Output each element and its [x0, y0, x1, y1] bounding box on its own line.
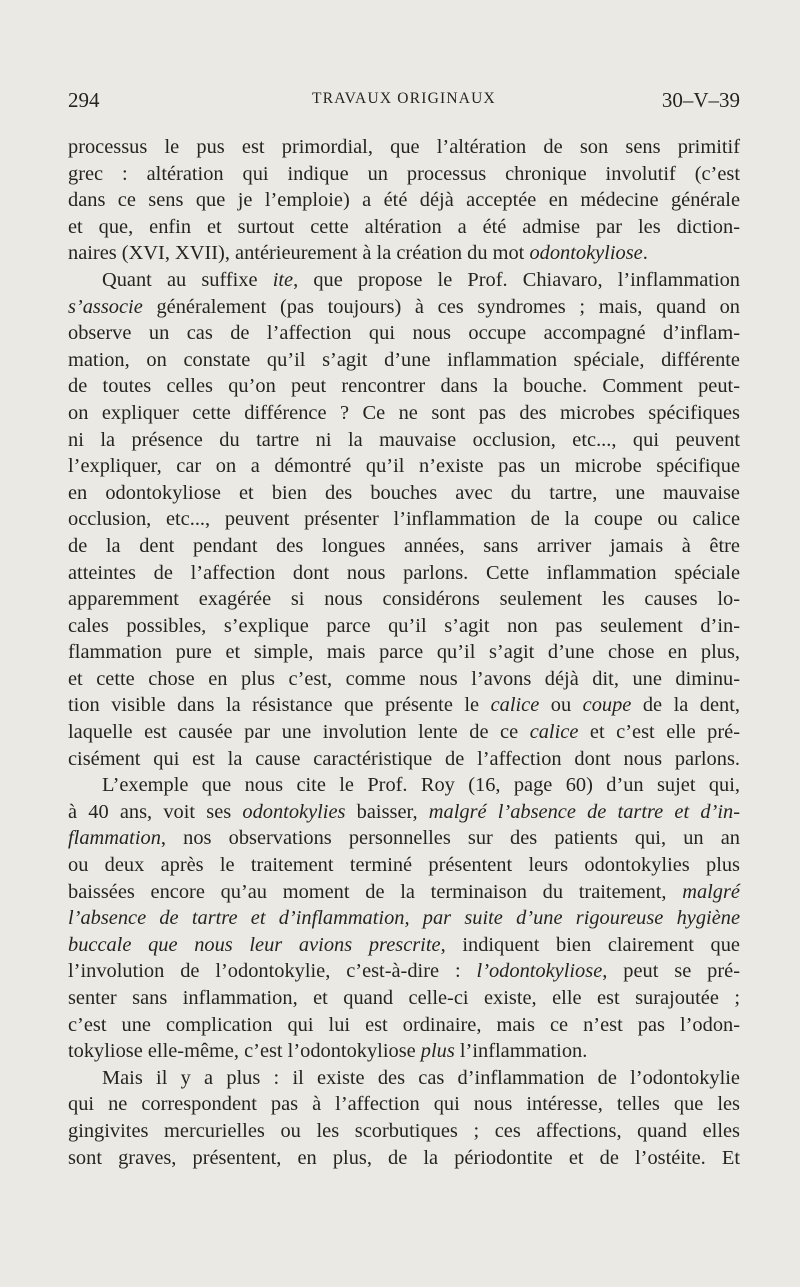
- text-run: observe un cas de l’affection qui nous occupe accompagné d’inflam-: [68, 322, 740, 345]
- italic-run: plus: [420, 1040, 455, 1063]
- text-line: [68, 400, 740, 427]
- italic-run: buccale que nous leur avions prescrite: [68, 933, 441, 956]
- text-run: de toutes celles qu’on peut rencontrer dans la bouche. Comment peut-: [68, 375, 740, 398]
- text-line: [68, 879, 740, 906]
- italic-run: flammation: [68, 827, 161, 850]
- text-run: cales possibles, s’explique parce qu’il s’agit non pas seulement d’in-: [68, 614, 740, 637]
- text-run: l’expliquer, car on a démontré qu’il n’existe pas un microbe spécifique: [68, 455, 740, 478]
- text-run: à 40 ans, voit ses: [68, 800, 243, 823]
- text-run: et cette chose en plus c’est, comme nous l’avons déjà dit, une diminu-: [68, 667, 740, 690]
- text-run: en odontokyliose et bien des bouches avec du tartre, une mauvaise: [68, 481, 740, 504]
- text-run: et que, enfin et surtout cette altération a été admise par les diction-: [68, 215, 740, 238]
- text-run: de la dent pendant des longues années, sans arriver jamais à être: [68, 534, 740, 557]
- italic-run: coupe: [582, 694, 632, 717]
- text-run: , indiquent bien clairement que: [440, 933, 740, 956]
- text-run: de la dent,: [631, 694, 740, 717]
- text-run: tion visible dans la résistance que présente le: [68, 694, 491, 717]
- text-run: l’involution de l’odontokylie, c’est-à-dire :: [68, 960, 477, 983]
- italic-run: calice: [529, 721, 579, 744]
- italic-run: s’associe: [68, 295, 143, 318]
- text-line: [68, 639, 740, 666]
- text-line: [68, 347, 740, 374]
- text-line: [68, 772, 740, 799]
- text-run: sont graves, présentent, en plus, de la périodontite et de l’ostéite. Et: [68, 1146, 740, 1169]
- italic-run: malgré: [682, 880, 740, 903]
- text-run: , que propose le Prof. Chiavaro, l’inflammation: [293, 268, 741, 291]
- text-line: [68, 373, 740, 400]
- text-run: Mais il y a plus : il existe des cas d’inflammation de l’odontokylie: [102, 1066, 740, 1089]
- text-run: naires (XVI, XVII), antérieurement à la création du mot: [68, 242, 530, 265]
- text-run: dans ce sens que je l’emploie) a été déjà acceptée en médecine générale: [68, 189, 740, 212]
- text-line: [68, 586, 740, 613]
- italic-run: l’absence de tartre et d’inflammation, par suite d’une rigoureuse hygiène: [68, 907, 740, 930]
- text-line: [68, 985, 740, 1012]
- text-run: tokyliose elle-même, c’est l’odontokyliose: [68, 1040, 421, 1063]
- body-text: [68, 134, 740, 1171]
- text-line: [68, 1065, 740, 1092]
- text-run: gingivites mercurielles ou les scorbutiques ; ces affections, quand elles: [68, 1119, 740, 1142]
- text-line: [68, 905, 740, 932]
- text-run: processus le pus est primordial, que l’altération de son sens primitif: [68, 136, 740, 158]
- text-line: [68, 1012, 740, 1039]
- text-line: [68, 161, 740, 188]
- text-run: généralement (pas toujours) à ces syndromes ; mais, quand on: [142, 295, 740, 318]
- text-line: [68, 506, 740, 533]
- text-line: [68, 480, 740, 507]
- text-run: grec : altération qui indique un processus chronique involutif (c’est: [68, 162, 740, 185]
- text-run: ni la présence du tartre ni la mauvaise occlusion, etc..., qui peuvent: [68, 428, 740, 451]
- text-run: , peut se pré-: [602, 960, 740, 983]
- text-line: [68, 719, 740, 746]
- text-line: [68, 692, 740, 719]
- text-run: atteintes de l’affection dont nous parlons. Cette inflammation spéciale: [68, 561, 740, 584]
- running-header: [68, 88, 740, 118]
- text-line: [68, 799, 740, 826]
- text-line: [68, 1091, 740, 1118]
- italic-run: malgré l’absence de tartre et d’in-: [428, 800, 740, 823]
- text-run: on expliquer cette différence ? Ce ne sont pas des microbes spécifiques: [68, 401, 740, 424]
- text-run: Quant au suffixe: [102, 268, 273, 291]
- text-line: [68, 825, 740, 852]
- italic-run: l’odontokyliose: [476, 960, 603, 983]
- text-run: ou deux après le traitement terminé présentent leurs odontokylies plus: [68, 854, 740, 877]
- running-title: TRAVAUX ORIGINAUX: [312, 90, 496, 107]
- text-line: [68, 613, 740, 640]
- text-line: [68, 852, 740, 879]
- text-run: senter sans inflammation, et quand celle-ci existe, elle est surajoutée ;: [68, 987, 740, 1009]
- text-line: [68, 932, 740, 959]
- text-run: et c’est elle pré-: [578, 721, 741, 744]
- text-line: [68, 1118, 740, 1145]
- text-run: qui ne correspondent pas à l’affection qui nous intéresse, telles que les: [68, 1093, 740, 1116]
- italic-run: ite: [272, 268, 294, 291]
- text-run: mation, on constate qu’il s’agit d’une inflammation spéciale, différente: [68, 348, 740, 371]
- text-line: [68, 320, 740, 347]
- text-run: baissées encore qu’au moment de la terminaison du traitement,: [68, 880, 683, 903]
- text-line: [68, 294, 740, 321]
- text-line: [68, 666, 740, 693]
- text-run: occlusion, etc..., peuvent présenter l’inflammation de la coupe ou calice: [68, 508, 740, 531]
- text-line: [68, 240, 740, 267]
- text-run: cisément qui est la cause caractéristique de l’affection dont nous parlons.: [68, 747, 740, 770]
- text-line: [68, 1038, 740, 1065]
- text-run: laquelle est causée par une involution lente de ce: [68, 721, 530, 744]
- text-line: [68, 1145, 740, 1172]
- italic-run: odontokyliose: [529, 242, 643, 265]
- text-line: [68, 533, 740, 560]
- text-run: .: [642, 242, 648, 265]
- text-line: [68, 453, 740, 480]
- text-line: [68, 746, 740, 773]
- issue-date: 30–V–39: [661, 88, 740, 112]
- italic-run: odontokylies: [242, 800, 346, 823]
- text-run: baisser,: [345, 800, 429, 823]
- text-line: [68, 560, 740, 587]
- text-run: l’inflammation.: [454, 1040, 588, 1063]
- text-line: [68, 187, 740, 214]
- text-run: c’est une complication qui lui est ordinaire, mais ce n’est pas l’odon-: [68, 1013, 740, 1036]
- text-run: L’exemple que nous cite le Prof. Roy (16, page 60) d’un sujet qui,: [102, 774, 740, 797]
- text-line: [68, 958, 740, 985]
- text-line: [68, 427, 740, 454]
- text-line: [68, 267, 740, 294]
- text-run: flammation pure et simple, mais parce qu’il s’agit d’une chose en plus,: [68, 641, 740, 664]
- italic-run: calice: [490, 694, 540, 717]
- text-run: apparemment exagérée si nous considérons seulement les causes lo-: [68, 588, 740, 611]
- text-run: ou: [539, 694, 583, 717]
- text-line: [68, 214, 740, 241]
- text-run: , nos observations personnelles sur des patients qui, un an: [160, 827, 740, 850]
- page-number: 294: [68, 88, 100, 112]
- text-line: [68, 134, 740, 161]
